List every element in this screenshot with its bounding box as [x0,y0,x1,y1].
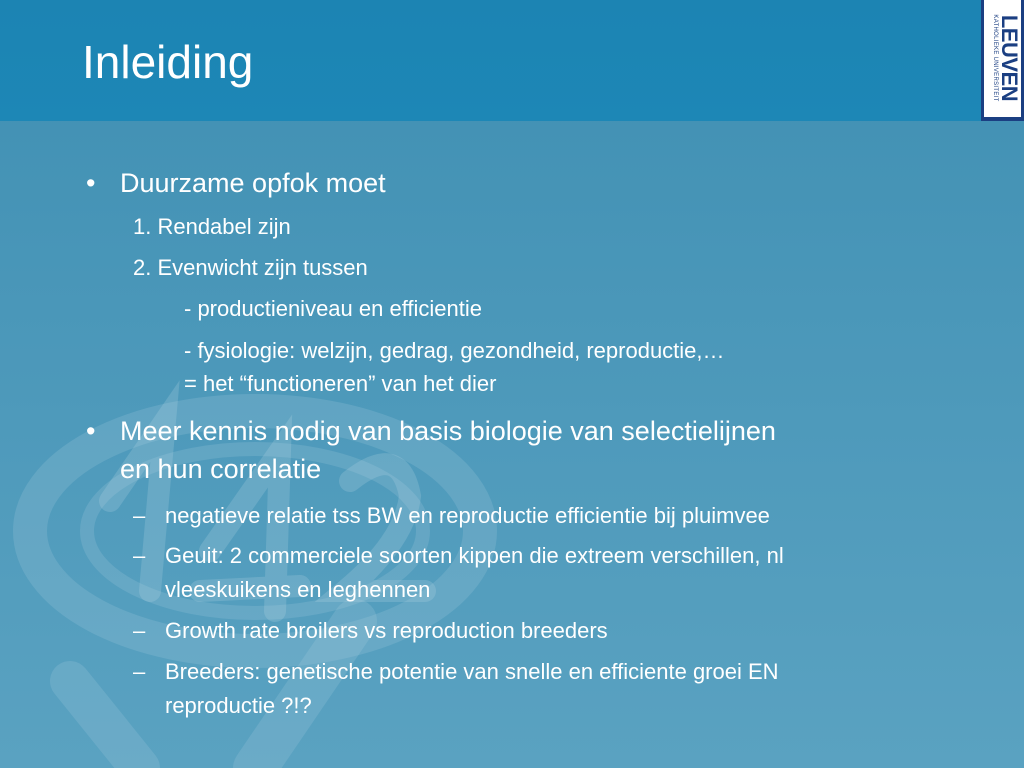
dash-marker: – [133,618,146,643]
bullet-marker: • [86,168,96,198]
slide-title: Inleiding [82,36,254,88]
sub-item: = het “functioneren” van het dier [184,371,497,396]
bullet-text: en hun correlatie [120,454,322,484]
dash-item: Geuit: 2 commerciele soorten kippen die extreem verschillen, nl [165,543,784,568]
dash-item: negatieve relatie tss BW en reproductie efficientie bij pluimvee [165,503,770,528]
bullet-marker: • [86,416,96,446]
bullet-text: Duurzame opfok moet [120,168,386,198]
numbered-item: 2. Evenwicht zijn tussen [133,255,368,280]
numbered-item: 1. Rendabel zijn [133,214,291,239]
logo-subtitle: KATHOLIEKE UNIVERSITEIT [992,14,998,102]
dash-item: Breeders: genetische potentie van snelle en efficiente groei EN [165,659,779,684]
dash-item: vleeskuikens en leghennen [165,577,431,602]
dash-item: reproductie ?!? [165,693,312,718]
logo-name: LEUVEN [997,14,1022,102]
bullet-text: Meer kennis nodig van basis biologie van selectielijnen [120,416,776,446]
sub-item: - productieniveau en efficientie [184,296,483,321]
dash-marker: – [133,659,146,684]
sub-item: - fysiologie: welzijn, gedrag, gezondheid, reproductie,… [184,338,725,363]
dash-marker: – [133,503,146,528]
dash-item: Growth rate broilers vs reproduction breeders [165,618,608,643]
dash-marker: – [133,543,146,568]
